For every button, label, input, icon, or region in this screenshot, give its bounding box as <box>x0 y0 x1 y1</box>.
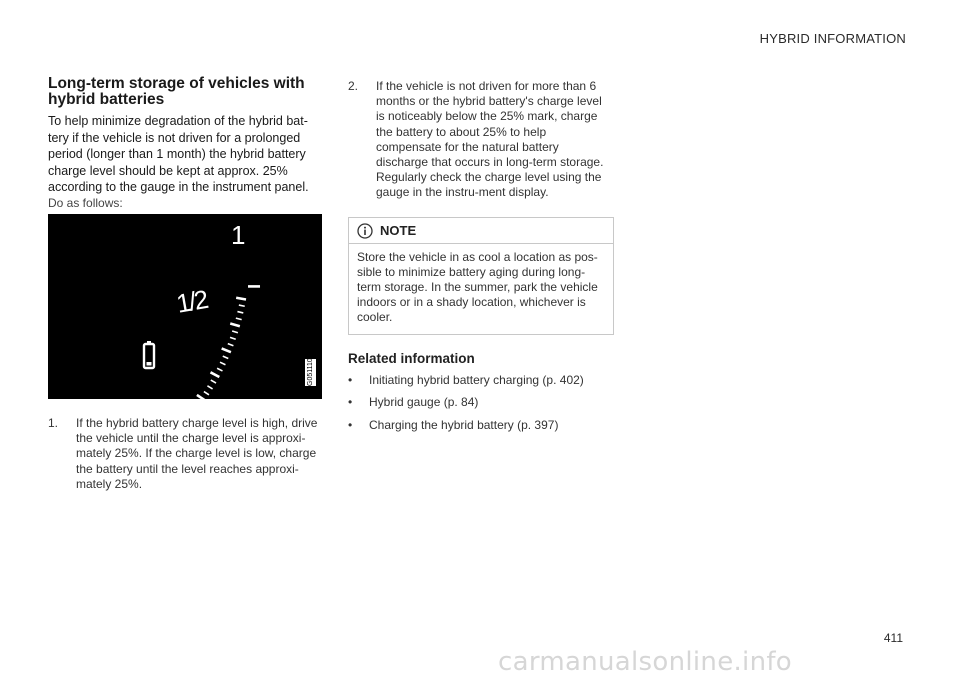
lead-text: Do as follows: <box>48 195 123 210</box>
related-link-text: Charging the hybrid battery (p. 397) <box>369 417 559 432</box>
gauge-tick <box>207 386 212 389</box>
note-title: NOTE <box>380 223 417 239</box>
step-number: 2. <box>348 79 359 93</box>
gauge-tick <box>236 298 246 300</box>
battery-icon <box>144 341 154 368</box>
hybrid-gauge-figure <box>48 214 322 399</box>
intro-paragraph: To help minimize degradation of the hybrid bat-tery if the vehicle is not driven for a prolonged period (longer than 1 month) the hybrid battery charge level should be kept at approx. 25% according to the gauge in the instrument panel. <box>48 114 309 194</box>
watermark: carmanualsonline.info <box>498 647 793 677</box>
related-link[interactable] <box>348 391 613 414</box>
gauge-tick <box>211 380 216 383</box>
left-column <box>48 76 323 211</box>
article-title: Long-term storage of vehicles with hybrid batteries <box>48 75 305 108</box>
bullet: • <box>348 395 353 410</box>
steps-list-right <box>348 79 613 201</box>
note-box <box>348 217 614 335</box>
related-link[interactable] <box>348 414 613 437</box>
section-header: HYBRID INFORMATION <box>759 31 906 46</box>
gauge-tick <box>230 337 236 339</box>
gauge-half-label: 1/2 <box>174 284 210 319</box>
bullet: • <box>348 372 353 387</box>
gauge-tick <box>217 368 222 371</box>
step-text: If the vehicle is not driven for more than 6 months or the hybrid battery's charge level is noticeably below the 25% mark, charge the battery to about 25% to help compensate for the natural battery discharge that occurs in long-term storage. Regularly check the charge level using the gauge in the instru-ment display. <box>376 79 604 200</box>
step-number: 1. <box>48 416 59 430</box>
gauge-tick <box>220 362 225 365</box>
related-info-title: Related information <box>348 350 475 366</box>
step-item <box>348 79 613 201</box>
info-icon <box>357 223 373 239</box>
gauge-tick <box>223 356 229 358</box>
steps-list-left <box>48 416 326 492</box>
gauge-tick <box>197 395 205 399</box>
related-info-list <box>348 369 613 437</box>
right-column <box>348 79 613 436</box>
gauge-tick <box>222 348 231 352</box>
gauge-tick <box>230 323 240 326</box>
step-text: If the hybrid battery charge level is high, drive the vehicle until the charge level is approxi-mately 25%. If the charge level is low, charge the battery until the level reaches approxi-mately 25%. <box>76 416 318 491</box>
gauge-tick <box>232 331 238 333</box>
gauge-tick <box>239 305 245 306</box>
page-number: 411 <box>883 631 903 645</box>
gauge-full-label: 1 <box>231 220 246 250</box>
step-item <box>48 416 326 492</box>
gauge-tick <box>211 372 220 377</box>
bullet: • <box>348 417 353 432</box>
related-link-text: Hybrid gauge (p. 84) <box>369 395 479 410</box>
related-link-text: Initiating hybrid battery charging (p. 402) <box>369 372 584 387</box>
note-header <box>349 218 613 244</box>
gauge-illustration <box>48 214 322 399</box>
related-link[interactable] <box>348 369 613 392</box>
gauge-tick <box>204 392 209 395</box>
gauge-tick <box>236 318 242 320</box>
figure-id: G051110 <box>307 358 314 386</box>
gauge-tick <box>237 312 243 313</box>
gauge-tick <box>228 344 234 346</box>
note-text: Store the vehicle in as cool a location as pos-sible to minimize battery aging during long-term storage. In the summer, park the vehicle indoors or in a shady location, whichever is cooler. <box>357 249 598 325</box>
